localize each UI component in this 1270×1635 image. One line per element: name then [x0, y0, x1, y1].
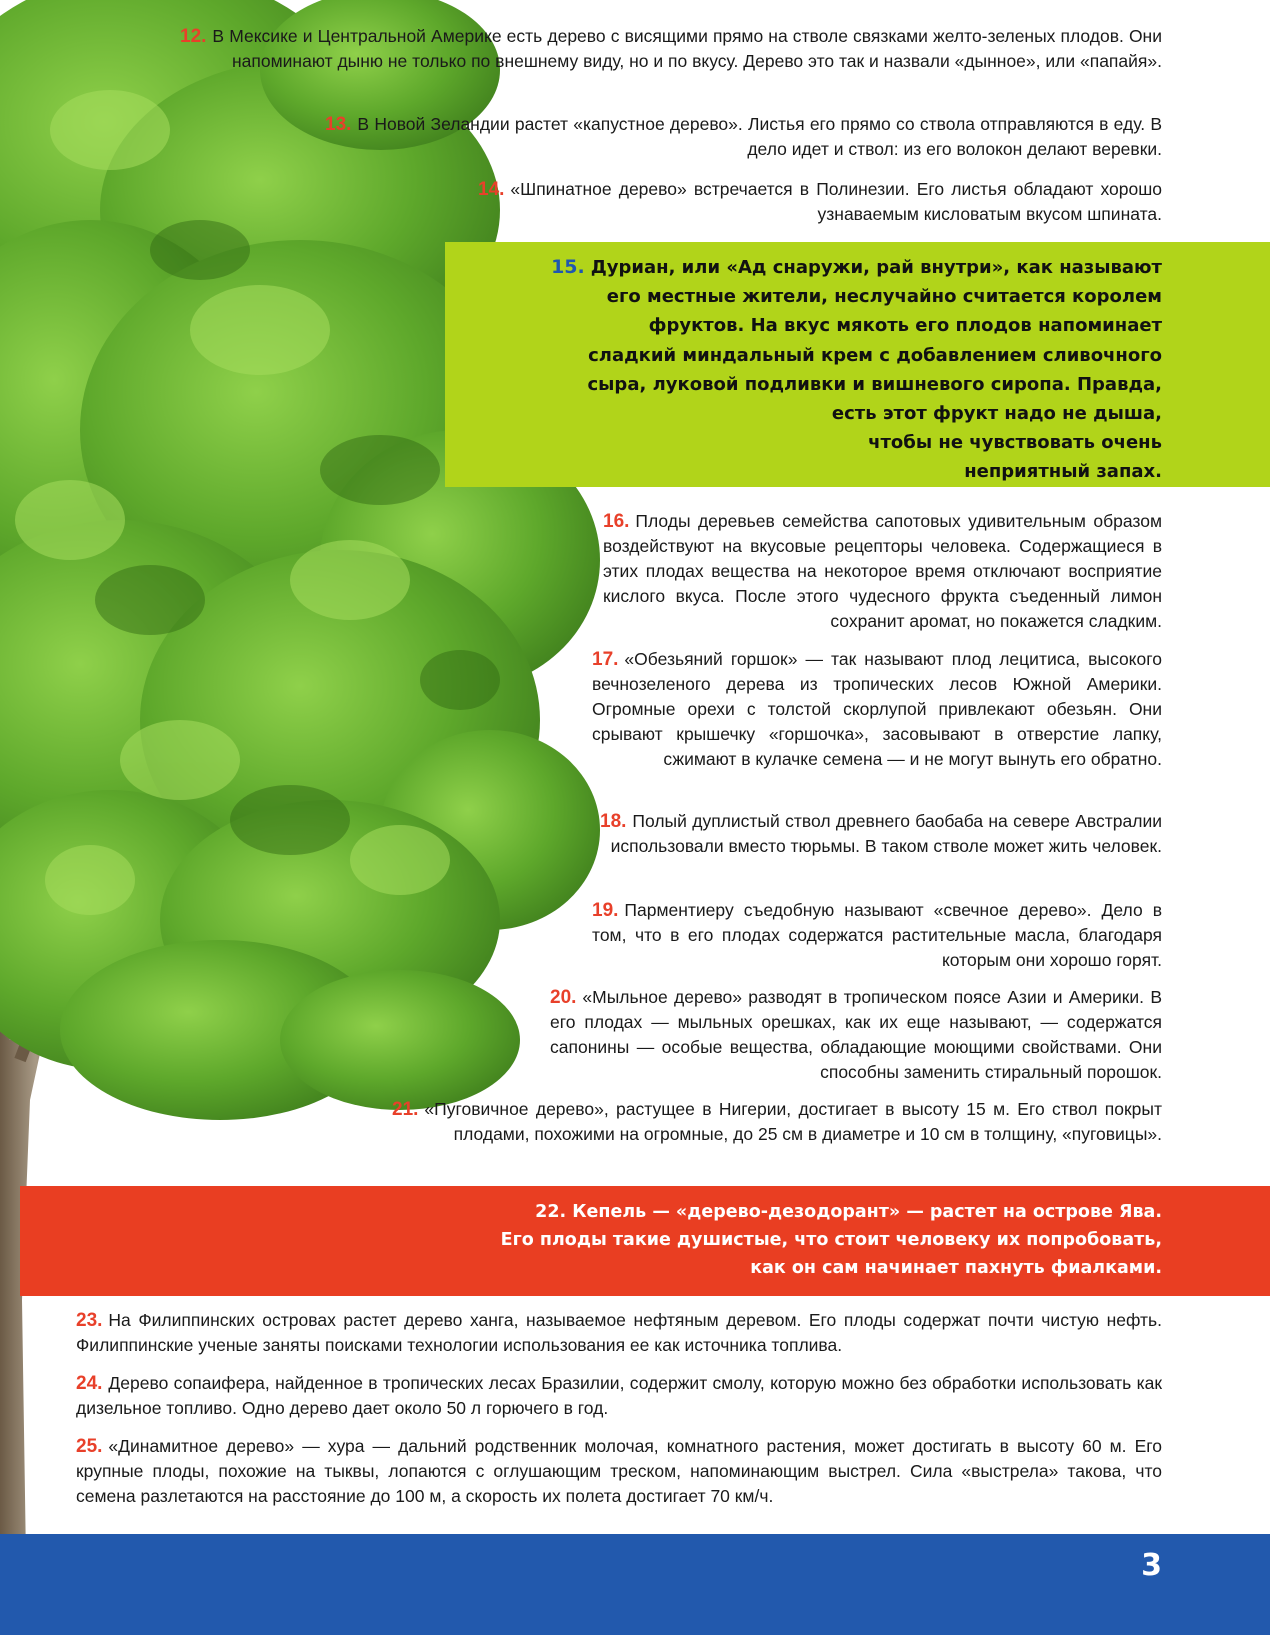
fact-text: Дерево сопаифера, найденное в тропических лесах Бразилии, содержит смолу, которую можно без обработки использовать как дизельное топливо. Одно дерево дает около 50 л горючего в год. [76, 1373, 1162, 1418]
fact-number: 25. [76, 1436, 103, 1457]
fact-number: 20. [550, 987, 577, 1008]
fact-21 [392, 1097, 1162, 1147]
highlight-line: сыра, луковой подливки и вишневого сиропа. Правда, [587, 373, 1162, 395]
highlight-line: Дуриан, или «Ад снаружи, рай внутри», как называют [590, 257, 1162, 278]
highlight-line: Его плоды такие душистые, что стоит человеку их попробовать, [500, 1230, 1162, 1250]
fact-19 [592, 898, 1162, 973]
fact-23 [76, 1308, 1162, 1358]
fact-12 [180, 24, 1162, 74]
fact-text: На Филиппинских островах растет дерево ханга, называемое нефтяным деревом. Его плоды содержат почти чистую нефть. Филиппинские ученые заняты поисками технологии использования ее как источника топлива. [76, 1310, 1162, 1355]
fact-16 [603, 509, 1162, 634]
highlight-line: сладкий миндальный крем с добавлением сливочного [588, 344, 1162, 366]
highlight-line: есть этот фрукт надо не дыша, [831, 403, 1162, 425]
fact-number: 24. [76, 1373, 103, 1394]
fact-17 [592, 647, 1162, 772]
fact-number: 19. [592, 900, 619, 921]
highlight-line: чтобы не чувствовать очень [868, 432, 1162, 454]
highlight-line: фруктов. На вкус мякоть его плодов напоминает [648, 315, 1162, 337]
fact-text: Плоды деревьев семейства сапотовых удивительным образом воздействуют на вкусовые рецепторы человека. Содержащиеся в этих плодах вещества на некоторое время отключают восприятие кислого вкуса. После этого чудесного фрукта съеденный лимон сохранит аромат, но покажется сладким. [603, 511, 1162, 631]
fact-14 [478, 177, 1162, 227]
fact-text: «Пуговичное дерево», растущее в Нигерии, достигает в высоту 15 м. Его ствол покрыт плодами, похожими на огромные, до 25 см в диаметре и 10 см в толщину, «пуговицы». [424, 1099, 1162, 1144]
fact-number: 13. [325, 114, 352, 135]
fact-text: «Шпинатное дерево» встречается в Полинезии. Его листья обладают хорошо узнаваемым кисловатым вкусом шпината. [510, 179, 1162, 224]
fact-24 [76, 1371, 1162, 1421]
fact-number: 17. [592, 649, 619, 670]
fact-number: 14. [478, 179, 505, 200]
fact-text: «Динамитное дерево» — хура — дальний родственник молочая, комнатного растения, может достигать в высоту 60 м. Его крупные плоды, похожие на тыквы, лопаются с оглушающим треском, напоминающим выстрел. Сила «выстрела» такова, что семена разлетаются на расстояние до 100 м, а скорость их полета достигает 70 км/ч. [76, 1436, 1162, 1506]
fact-number: 18. [600, 811, 627, 832]
fact-text: В Новой Зеландии растет «капустное дерево». Листья его прямо со ствола отправляются в еду. В дело идет и ствол: из его волокон делают веревки. [357, 114, 1162, 159]
fact-22-highlight [162, 1198, 1162, 1282]
fact-number: 16. [603, 511, 630, 532]
fact-text: «Обезьяний горшок» — так называют плод лецитиса, высокого вечнозеленого дерева из тропических лесов Южной Америки. Огромные орехи с толстой скорлупой привлекают обезьян. Они срывают крышечку «горшочка», засовывают в отверстие лапку, сжимают в кулачке семена — и не могут вынуть его обратно. [592, 649, 1162, 769]
fact-25 [76, 1434, 1162, 1509]
fact-text: «Мыльное дерево» разводят в тропическом поясе Азии и Америки. В его плодах — мыльных орешках, как их еще называют, — содержатся сапонины — особые вещества, обладающие моющими свойствами. Они способны заменить стиральный порошок. [550, 987, 1162, 1082]
fact-20 [550, 985, 1162, 1085]
fact-number: 12. [180, 26, 207, 47]
fact-text: Полый дуплистый ствол древнего баобаба на севере Австралии использовали вместо тюрьмы. В таком стволе может жить человек. [610, 811, 1162, 856]
highlight-line: его местные жители, неслучайно считается королем [606, 286, 1162, 308]
fact-number: 23. [76, 1310, 103, 1331]
fact-18 [600, 809, 1162, 859]
fact-number: 15. [551, 256, 585, 278]
fact-15-highlight [462, 253, 1162, 487]
highlight-line: неприятный запах. [964, 461, 1162, 483]
fact-13 [325, 112, 1162, 162]
highlight-line: 22. Кепель — «дерево-дезодорант» — растет на острове Ява. [535, 1202, 1162, 1222]
page-footer [0, 1534, 1270, 1635]
page-number: 3 [1141, 1548, 1162, 1583]
fact-number: 21. [392, 1099, 419, 1120]
fact-text: Парментиеру съедобную называют «свечное дерево». Дело в том, что в его плодах содержатся растительные масла, благодаря которым они хорошо горят. [592, 900, 1162, 970]
highlight-line: как он сам начинает пахнуть фиалками. [750, 1258, 1162, 1278]
fact-text: В Мексике и Центральной Америке есть дерево с висящими прямо на стволе связками желто-зеленых плодов. Они напоминают дыню не только по внешнему виду, но и по вкусу. Дерево это так и назвали «дынное», или «папайя». [212, 26, 1162, 71]
